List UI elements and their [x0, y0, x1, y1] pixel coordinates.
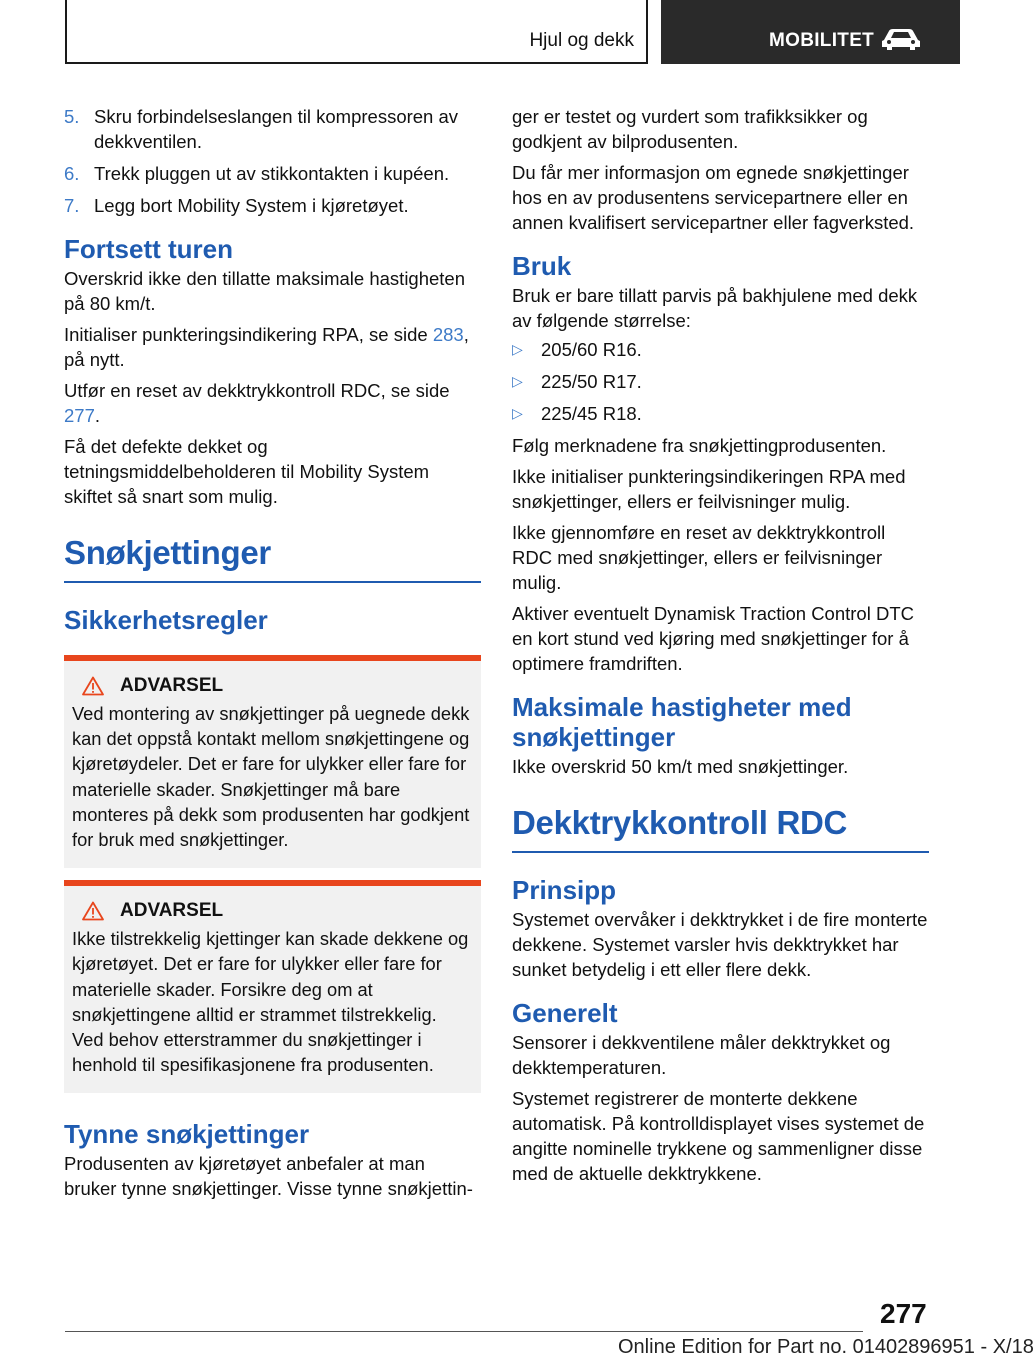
list-item — [64, 161, 481, 186]
warning-header — [72, 900, 473, 922]
paragraph: Overskrid ikke den tillatte maksimale hastigheten på 80 km/t. — [64, 268, 466, 314]
section-tab — [661, 0, 960, 64]
step-number: 7. — [64, 195, 80, 216]
paragraph: Bruk er bare tillatt parvis på bakhjulene med dekk av følgende størrelse: — [512, 285, 918, 331]
page-link-277[interactable]: 277 — [64, 405, 95, 426]
tire-size: 225/45 R18. — [541, 403, 642, 424]
step-number: 6. — [64, 163, 80, 184]
step-text: Skru forbindelseslangen til kompressoren av dekkventilen. — [94, 106, 459, 152]
triangle-bullet-icon: ▷ — [512, 373, 523, 389]
page-link-283[interactable]: 283 — [432, 324, 464, 345]
page-number: 277 — [880, 1298, 927, 1329]
list-item — [512, 337, 929, 362]
list-item — [512, 369, 929, 394]
step-text: Trekk pluggen ut av stikkontakten i kupéen. — [94, 163, 450, 184]
warning-label: ADVARSEL — [120, 675, 224, 696]
principle-heading: Prinsipp — [512, 875, 617, 905]
warning-text: Ikke tilstrekkelig kjettinger kan skade dekkene og kjøretøyet. Det er fare for ulykker eller fare for materielle skader. Forsikre deg om at snøkjettingene alltid er strammet tilstrekkelig. Ved behov etterstrammer du snøkjettinger i henhold til spesifikasjonene fra produsenten. — [72, 928, 469, 1076]
warning-box — [64, 655, 481, 868]
speed-heading: Maksimale hastigheter med snøkjettinger — [512, 692, 852, 752]
rdc-heading: Dekktrykkontroll RDC — [512, 803, 929, 853]
chains-heading: Snøkjettinger — [64, 533, 481, 583]
use-heading: Bruk — [512, 251, 572, 281]
paragraph: Systemet registrerer de monterte dekkene automatisk. På kontrolldisplayet vises systemet de angitte nominelle trykkene og sammenligner disse med de aktuelle dekktrykkene. — [512, 1088, 925, 1184]
tire-size: 225/50 R17. — [541, 371, 642, 392]
text: . — [94, 405, 101, 426]
step-number: 5. — [64, 106, 80, 127]
car-icon — [880, 26, 922, 52]
chapter-tab — [65, 0, 648, 64]
page-header — [0, 0, 960, 66]
text: , på nytt. — [64, 324, 469, 370]
paragraph: Ikke initialiser punkteringsindikeringen RPA med snøkjettinger, ellers er feilvisninger mulig. — [512, 466, 906, 512]
footer-divider — [65, 1331, 863, 1332]
list-item — [512, 401, 929, 426]
list-item — [64, 193, 481, 218]
right-column — [512, 104, 929, 1186]
triangle-bullet-icon: ▷ — [512, 405, 523, 421]
warning-label: ADVARSEL — [120, 900, 224, 922]
paragraph: Produsenten av kjøretøyet anbefaler at man bruker tynne snøkjettinger. Visse tynne snøkjettin- — [64, 1153, 473, 1200]
paragraph: Du får mer informasjon om egnede snøkjettinger hos en av produsentens servicepartnere eller en annen kvalifisert servicepartner eller fagverksted. — [512, 162, 915, 233]
triangle-bullet-icon: ▷ — [512, 341, 523, 357]
paragraph: ger er testet og vurdert som trafikksikker og godkjent av bilprodusenten. — [512, 106, 868, 152]
text: Initialiser punkteringsindikering RPA, se side — [64, 324, 433, 345]
safety-heading: Sikkerhetsregler — [64, 605, 268, 635]
section-title: MOBILITET — [769, 30, 875, 51]
warning-header — [72, 675, 473, 697]
list-item — [64, 104, 481, 154]
chapter-title: Hjul og dekk — [529, 30, 634, 51]
paragraph — [64, 378, 481, 428]
tire-size-list — [512, 337, 929, 426]
paragraph: Få det defekte dekket og tetningsmiddelbeholderen til Mobility System skiftet så snart som mulig. — [64, 436, 430, 507]
general-heading: Generelt — [512, 998, 618, 1028]
step-text: Legg bort Mobility System i kjøretøyet. — [94, 195, 409, 216]
continue-heading: Fortsett turen — [64, 234, 233, 264]
paragraph: Aktiver eventuelt Dynamisk Traction Control DTC en kort stund ved kjøring med snøkjettinger for å optimere framdriften. — [512, 603, 914, 674]
warning-text: Ved montering av snøkjettinger på uegnede dekk kan det oppstå kontakt mellom snøkjettingene og kjøretøydeler. Det er fare for ulykker eller fare for materielle skader. Snøkjettinger må bare monteres på dekk som produsenten har godkjent for bruk med snøkjettinger. — [72, 703, 470, 851]
warning-box — [64, 880, 481, 1093]
paragraph — [64, 322, 481, 372]
paragraph: Sensorer i dekkventilene måler dekktrykket og dekktemperaturen. — [512, 1032, 891, 1078]
footer-text: Online Edition for Part no. 01402896951 - X/18 — [618, 1336, 1034, 1358]
paragraph: Ikke overskrid 50 km/t med snøkjettinger. — [512, 756, 849, 777]
tire-size: 205/60 R16. — [541, 339, 642, 360]
thin-chains-heading: Tynne snøkjettinger — [64, 1119, 310, 1150]
steps-list — [64, 104, 481, 218]
warning-triangle-icon — [82, 676, 104, 696]
paragraph: Ikke gjennomføre en reset av dekktrykkontroll RDC med snøkjettinger, ellers er feilvisninger mulig. — [512, 522, 886, 593]
paragraph: Systemet overvåker i dekktrykket i de fire monterte dekkene. Systemet varsler hvis dekktrykket har sunket betydelig i ett eller flere dekk. — [512, 909, 928, 980]
text: Utfør en reset av dekktrykkontroll RDC, se side — [64, 380, 450, 401]
left-column — [64, 104, 481, 1201]
paragraph: Følg merknadene fra snøkjettingprodusenten. — [512, 435, 887, 456]
warning-triangle-icon — [82, 901, 104, 921]
